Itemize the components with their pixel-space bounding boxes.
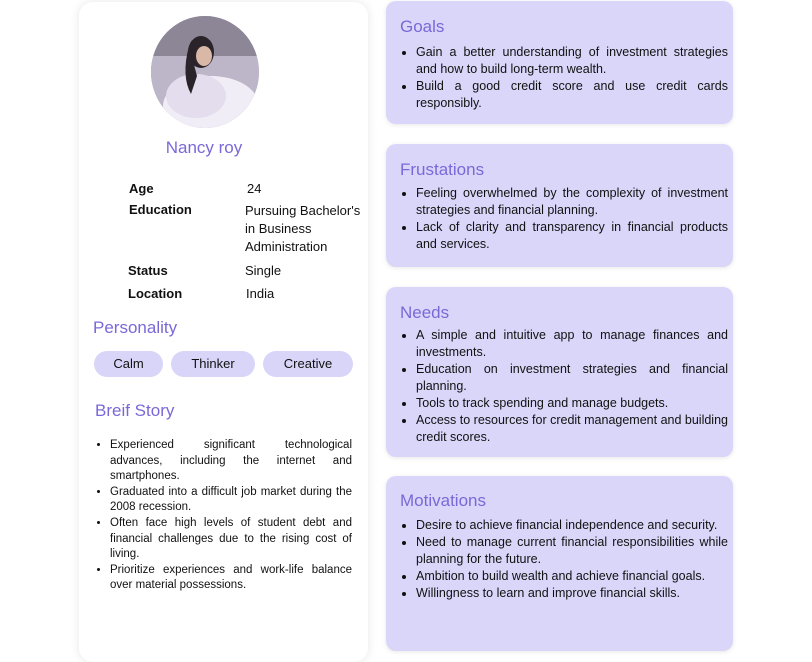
frustrations-title: Frustations bbox=[400, 160, 485, 179]
goals-box bbox=[386, 1, 733, 124]
story-title: Breif Story bbox=[95, 401, 175, 420]
avatar-photo bbox=[151, 16, 259, 128]
location-value: India bbox=[246, 286, 275, 301]
avatar bbox=[151, 16, 259, 128]
motivations-item: • Willingness to learn and improve financial skills. bbox=[416, 585, 728, 602]
motivations-item: • Need to manage current financial responsibilities while planning for the future. bbox=[416, 534, 728, 568]
motivations-item: • Desire to achieve financial independence and security. bbox=[416, 517, 728, 534]
needs-item: • A simple and intuitive app to manage finances and investments. bbox=[416, 327, 728, 361]
frustrations-item: • Lack of clarity and transparency in financial products and services. bbox=[416, 219, 728, 253]
profile-card bbox=[79, 2, 368, 662]
education-value: Pursuing Bachelor's in Business Administration bbox=[245, 203, 361, 254]
needs-box bbox=[386, 287, 733, 457]
motivations-title: Motivations bbox=[400, 491, 486, 510]
story-item: • Prioritize experiences and work-life balance over material possessions. bbox=[110, 563, 352, 594]
story-item: • Experienced significant technological advances, including the internet and smartphones. bbox=[110, 438, 352, 485]
frustrations-item: • Feeling overwhelmed by the complexity of investment strategies and financial planning. bbox=[416, 185, 728, 219]
motivations-box bbox=[386, 476, 733, 651]
story-item: • Often face high levels of student debt and financial challenges due to the rising cost of living. bbox=[110, 516, 352, 563]
personality-tag-calm: Calm bbox=[94, 351, 163, 377]
needs-item: • Education on investment strategies and financial planning. bbox=[416, 361, 728, 395]
frustrations-box bbox=[386, 144, 733, 267]
status-value: Single bbox=[245, 263, 282, 278]
needs-item: • Access to resources for credit management and building credit scores. bbox=[416, 412, 728, 446]
needs-list bbox=[403, 327, 728, 446]
needs-title: Needs bbox=[400, 303, 450, 322]
age-label: Age bbox=[129, 181, 154, 196]
story-item: • Graduated into a difficult job market during the 2008 recession. bbox=[110, 485, 352, 516]
location-label: Location bbox=[128, 286, 183, 301]
personality-title: Personality bbox=[93, 318, 178, 337]
frustrations-list bbox=[403, 185, 728, 253]
motivations-list bbox=[403, 517, 728, 602]
story-list bbox=[96, 438, 352, 594]
goals-list bbox=[403, 44, 728, 112]
persona-name: Nancy roy bbox=[165, 138, 243, 157]
personality-tag-thinker: Thinker bbox=[171, 351, 255, 377]
status-label: Status bbox=[128, 263, 168, 278]
goals-title: Goals bbox=[400, 17, 445, 36]
needs-item: • Tools to track spending and manage budgets. bbox=[416, 395, 728, 412]
motivations-item: • Ambition to build wealth and achieve financial goals. bbox=[416, 568, 728, 585]
personality-tag-creative: Creative bbox=[263, 351, 353, 377]
age-value: 24 bbox=[247, 181, 262, 196]
goals-item: • Build a good credit score and use credit cards responsibly. bbox=[416, 78, 728, 112]
education-label: Education bbox=[129, 202, 192, 217]
goals-item: • Gain a better understanding of investment strategies and how to build long-term wealth. bbox=[416, 44, 728, 78]
